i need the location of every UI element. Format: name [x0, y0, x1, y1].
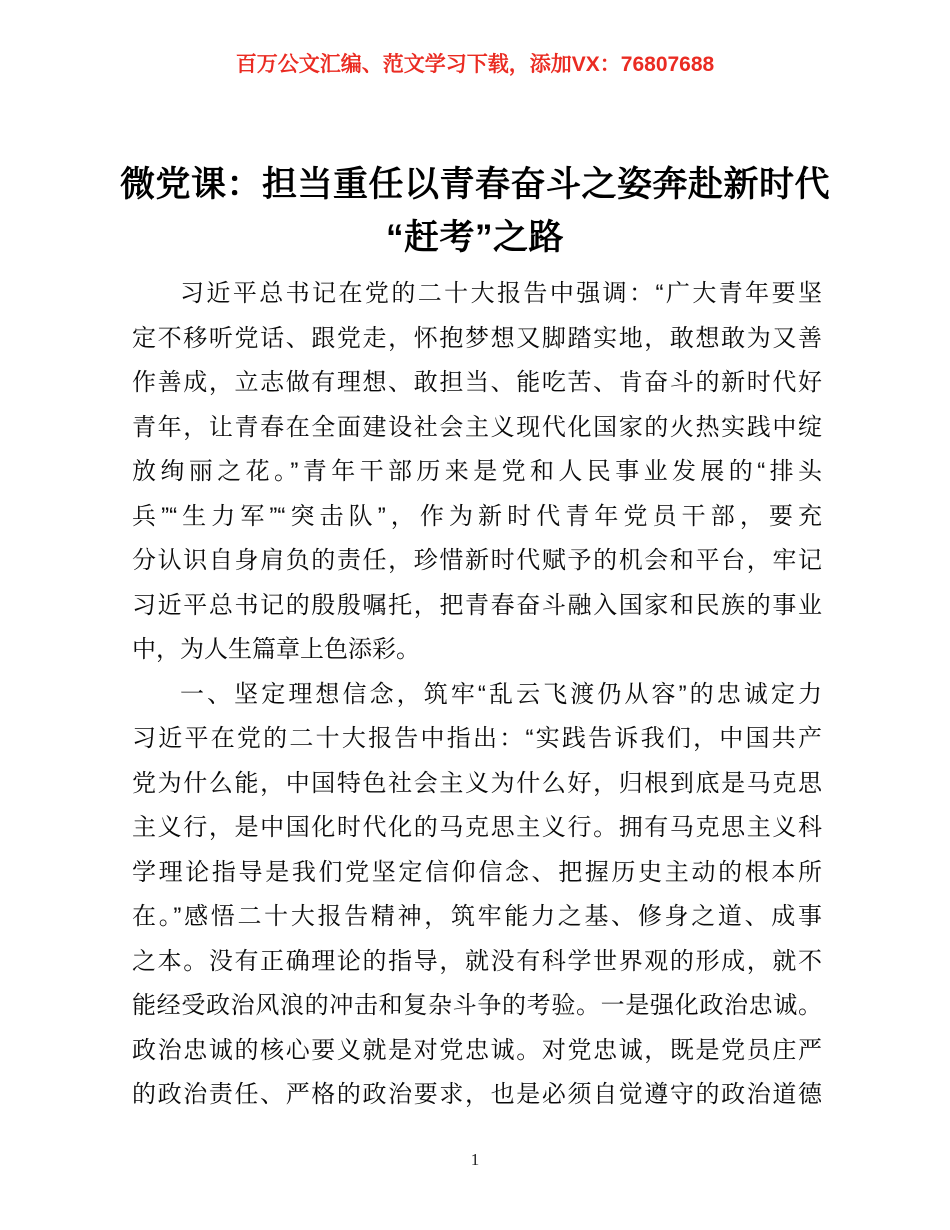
- body-line: 政治忠诚的核心要义就是对党忠诚。对党忠诚，既是党员庄严: [132, 1036, 822, 1064]
- body-line: 习近平在党的二十大报告中指出：“实践告诉我们，中国共产: [132, 725, 822, 752]
- page-footer: [0, 1148, 950, 1172]
- document-title-line2: “赶考”之路: [385, 218, 564, 257]
- body-line: 能经受政治风浪的冲击和复杂斗争的考验。一是强化政治忠诚。: [132, 992, 822, 1019]
- body-line: 兵”“生力军”“突击队”，作为新时代青年党员干部，要充: [132, 502, 822, 530]
- body-line: 习近平总书记在党的二十大报告中强调：“广大青年要坚: [180, 280, 822, 307]
- body-line: 一、坚定理想信念，筑牢“乱云飞渡仍从容”的忠诚定力: [180, 680, 822, 708]
- body-line: 党为什么能，中国特色社会主义为什么好，归根到底是马克思: [132, 769, 822, 797]
- paragraph: [132, 272, 822, 673]
- body-line: 习近平总书记的殷殷嘱托，把青春奋斗融入国家和民族的事业: [132, 591, 822, 619]
- body-line: 定不移听党话、跟党走，怀抱梦想又脚踏实地，敢想敢为又善: [132, 324, 822, 352]
- body-line: 分认识自身肩负的责任，珍惜新时代赋予的机会和平台，牢记: [132, 547, 822, 574]
- paragraph: [132, 673, 822, 1118]
- body-line: 中，为人生篇章上色添彩。: [132, 636, 420, 663]
- document-title-line1: 微党课：担当重任以青春奋斗之姿奔赴新时代: [119, 165, 830, 204]
- body-line: 的政治责任、严格的政治要求，也是必须自觉遵守的政治道德: [132, 1081, 822, 1108]
- body-line: 之本。没有正确理论的指导，就没有科学世界观的形成，就不: [132, 947, 822, 975]
- body-line: 主义行，是中国化时代化的马克思主义行。拥有马克思主义科: [132, 814, 822, 841]
- body-line: 作善成，立志做有理想、敢担当、能吃苦、肯奋斗的新时代好: [132, 369, 822, 396]
- page-number: 1: [470, 1150, 480, 1169]
- promo-header-notice: 百万公文汇编、范文学习下载，添加VX：76807688: [235, 53, 715, 76]
- document-body: [132, 272, 822, 1118]
- body-line: 学理论指导是我们党坚定信仰信念、把握历史主动的根本所: [132, 858, 822, 886]
- body-line: 放绚丽之花。”青年干部历来是党和人民事业发展的“排头: [132, 458, 822, 485]
- document-title: [0, 158, 950, 264]
- body-line: 在。”感悟二十大报告精神，筑牢能力之基、修身之道、成事: [132, 903, 822, 930]
- body-line: 青年，让青春在全面建设社会主义现代化国家的火热实践中绽: [132, 413, 822, 441]
